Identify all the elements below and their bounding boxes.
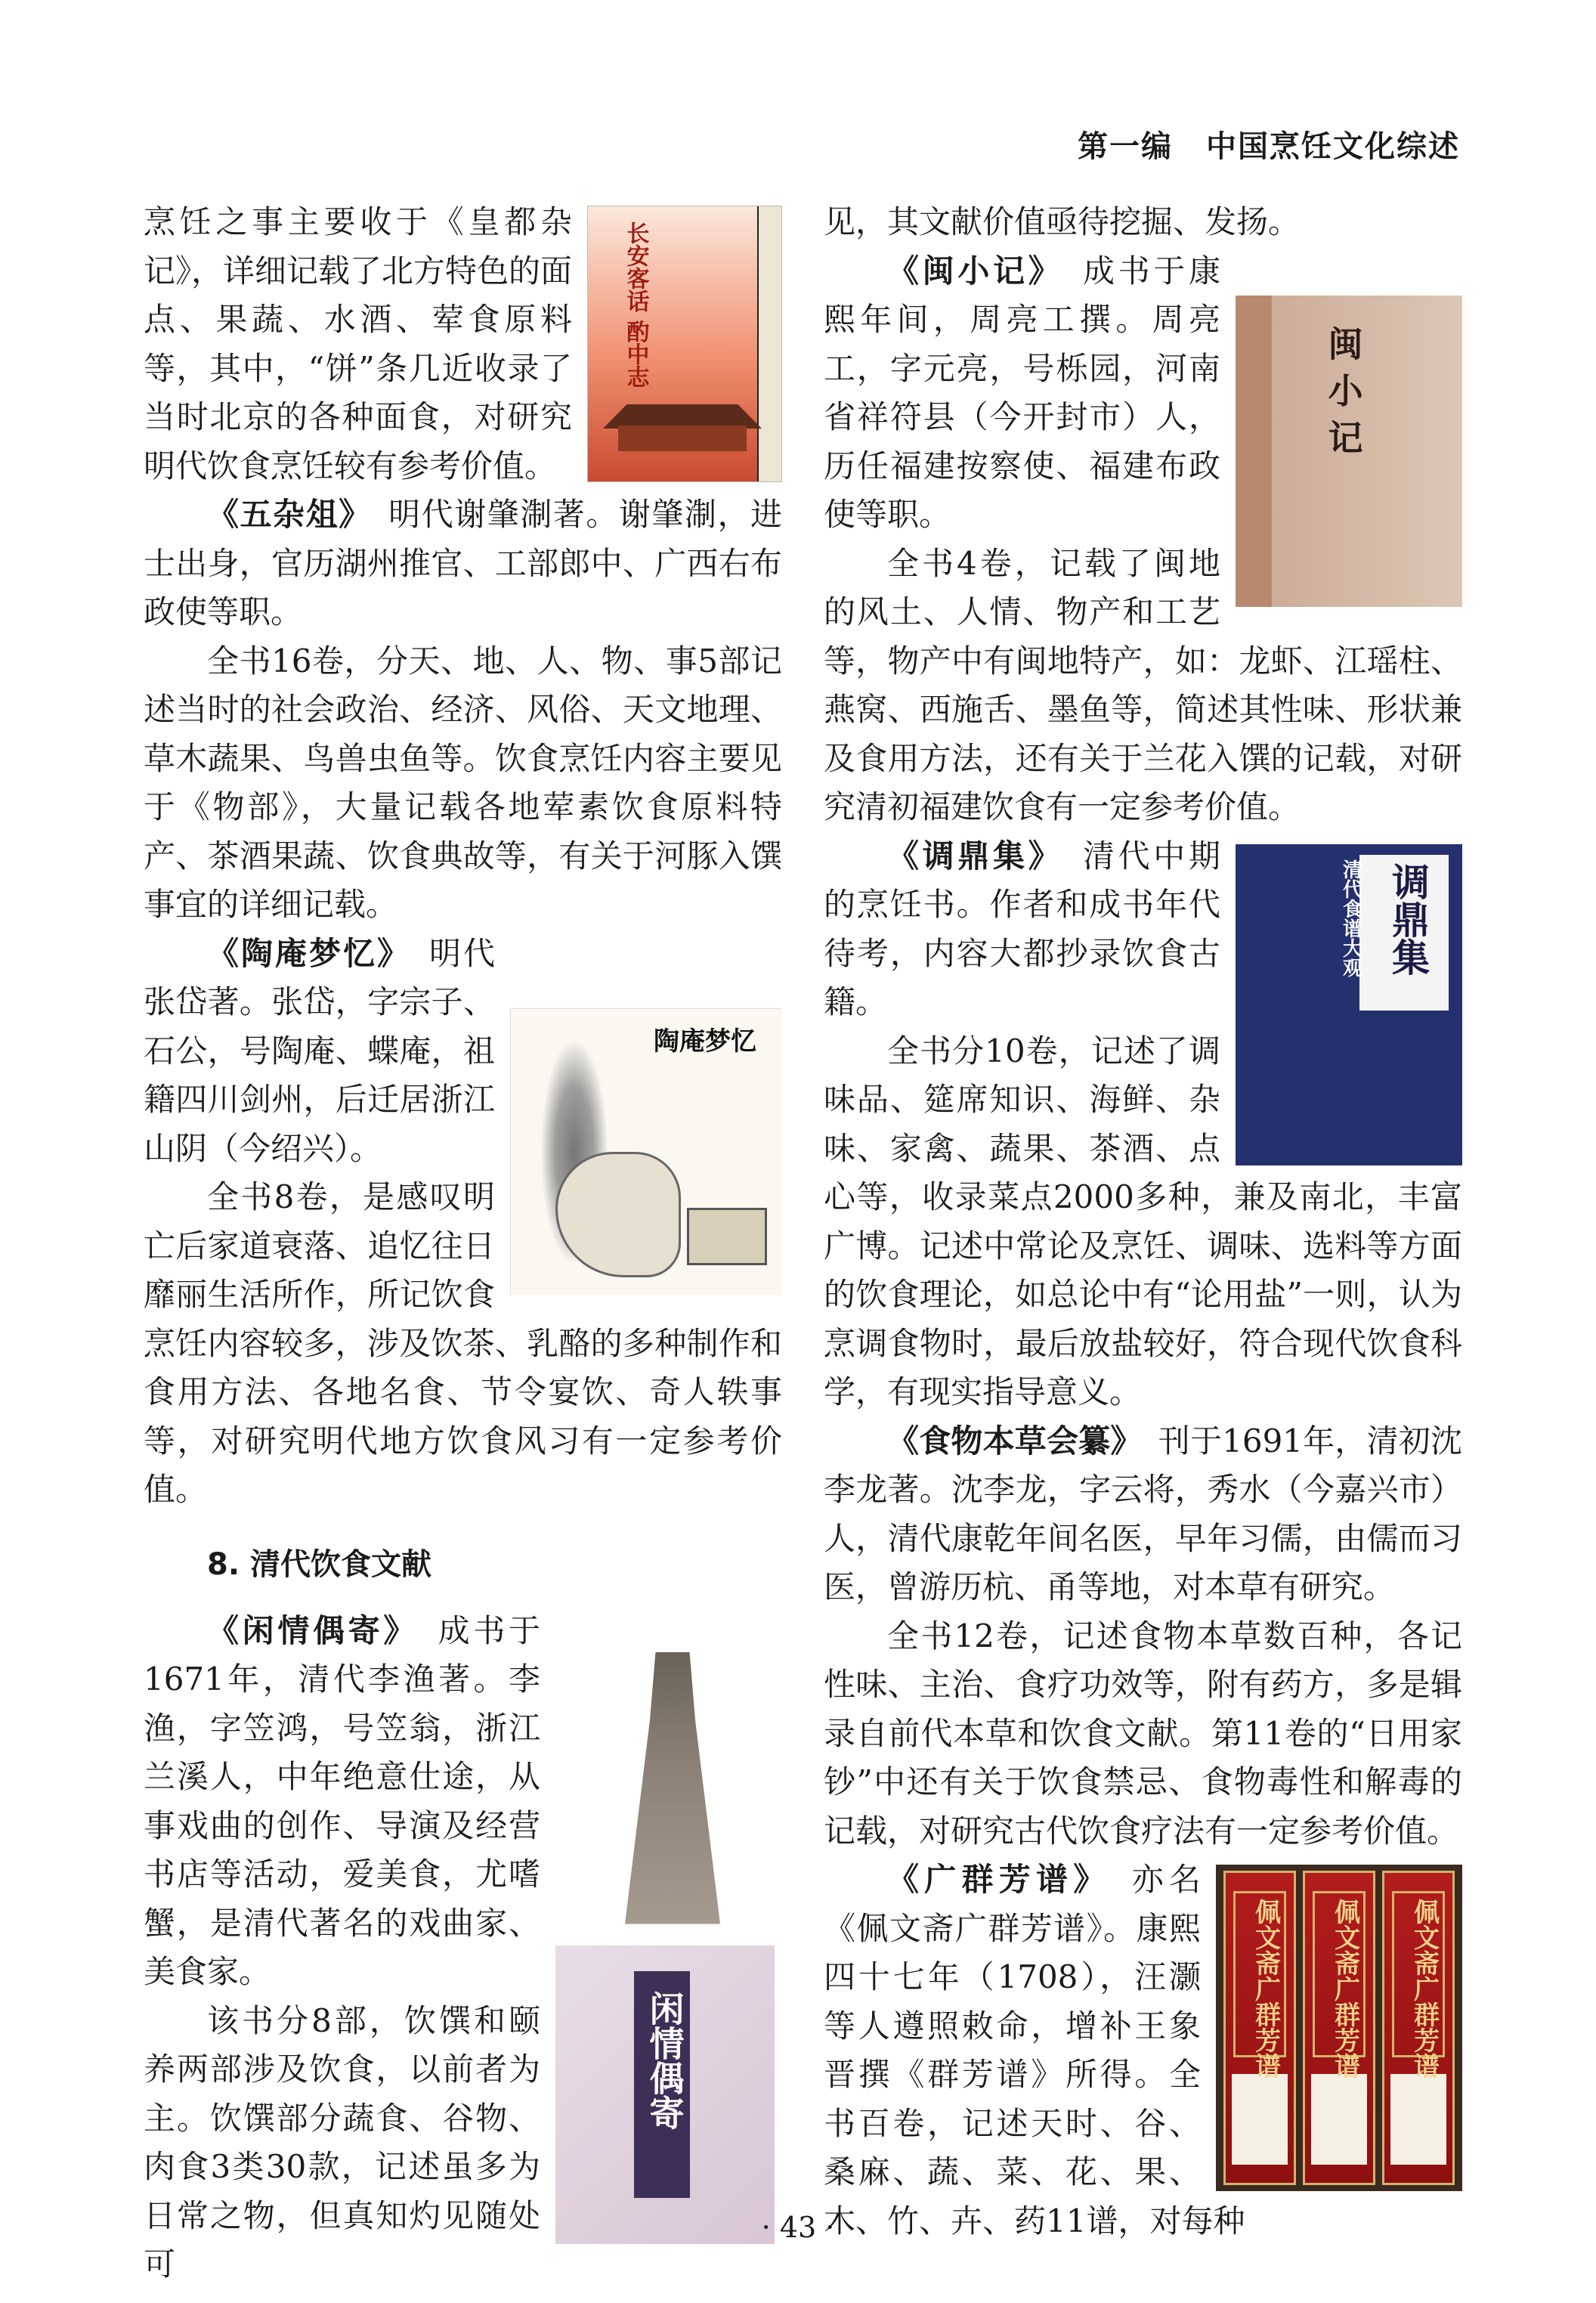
paragraph-huangdu: 烹饪之事主要收于《皇都杂记》，详细记载了北方特色的面点、果蔬、水酒、荤食原料等，其中，“饼”条几近收录了当时北京的各种面食，对研究明代饮食烹饪较有参考价值。 (144, 203, 573, 484)
volume-2 (1303, 1871, 1375, 2185)
entry-shiwu-intro: 《食物本草会纂》 刊于1691年，清初沈李龙著。沈李龙，字云将，秀水（今嘉兴市）人，清代康乾年间名医，早年习儒，由儒而习医，曾游历杭、甬等地，对本草有研究。 (824, 1422, 1462, 1605)
portrait-li-yu (578, 1607, 767, 1932)
entry-taoan-body: 全书8卷，是感叹明亡后家道衰落、追忆往日靡丽生活所作，所记饮食烹饪内容较多，涉及饮茶、乳酪的多种制作和食用方法、各地名食、节令宴饮、奇人轶事等，对研究明代地方饮食风习有一定参考价值。 (144, 1178, 782, 1508)
entry-wuzazu-intro: 《五杂俎》 明代谢肇淛著。谢肇淛，进士出身，官历湖州推官、工部郎中、广西右布政使等职。 (144, 496, 782, 630)
section-heading-qing: 8. 清代饮食文献 (207, 1546, 431, 1582)
cover-minxiao-title: 闽小记 (1322, 325, 1364, 466)
cover-tiaoding-title: 调鼎集 (1386, 862, 1431, 976)
page-number: · 43 · (761, 2211, 835, 2244)
entry-wuzazu-body: 全书16卷，分天、地、人、物、事5部记述当时的社会政治、经济、风俗、天文地理、草木蔬果、鸟兽虫鱼等。饮食烹饪内容主要见于《物部》，大量记载各地荤素饮食原料特产、茶酒果蔬、饮食典故等，有关于河豚入馔事宜的详细记载。 (144, 642, 782, 923)
left-column (144, 198, 782, 2289)
cover-tiao-ding-ji (1236, 844, 1462, 1165)
cover-min-xiao-ji (1236, 296, 1462, 607)
entry-shiwu-body: 全书12卷，记述食物本草数百种，各记性味、主治、食疗功效等，附有药方，多是辑录自前代本草和饮食文献。第11卷的“日用家钞”中还有关于饮食禁忌、食物毒性和解毒的记载，对研究古代饮食疗法有一定参考价值。 (824, 1617, 1462, 1850)
book-title-minxiao: 《闽小记》 (887, 252, 1048, 289)
cover-tiaoding-series: 清代食谱大观 (1339, 859, 1362, 977)
cover-huangdu-zaji (587, 206, 782, 482)
book-title-taoan: 《陶庵梦忆》 (207, 934, 395, 972)
entry-tiaoding-body: 全书分10卷，记述了调味品、筵席知识、海鲜、杂味、家禽、蔬果、茶酒、点心等，收录菜点2000多种，兼及南北，丰富广博。记述中常论及烹饪、调味、选料等方面的饮食理论，如总论中有“论用盐”一则，认为烹调食物时，最后放盐较好，符合现代饮食科学，有现实指导意义。 (824, 1032, 1462, 1410)
book-title-shiwu: 《食物本草会纂》 (887, 1422, 1127, 1459)
entry-minxiao-intro: 《闽小记》 成书于康熙年间，周亮工撰。周亮工，字元亮，号栎园，河南省祥符县（今开封市）人，历任福建按察使、福建布政使等职。 (824, 252, 1220, 533)
book-title-guangqun: 《广群芳谱》 (887, 1861, 1095, 1898)
running-header (1078, 122, 1460, 166)
entry-taoan-intro: 《陶庵梦忆》 明代张岱著。张岱，字宗子、石公，号陶庵、蝶庵，祖籍四川剑州，后迁居浙江山阴（今绍兴）。 (144, 934, 495, 1167)
cover-xianqing-title: 闲情偶寄 (644, 1990, 685, 2130)
cover-guang-qun-fang-pu (1216, 1865, 1462, 2191)
cover-huangdu-title: 长安客话 酌中志 (622, 221, 649, 388)
entry-guangqun-intro: 《广群芳谱》 亦名《佩文斋广群芳谱》。康熙四十七年（1708），汪灏等人遵照敕命，增补王象晋撰《群芳谱》所得。全书百卷，记述天时、谷、桑麻、蔬、菜、花、果、木、竹、卉、药11谱，对每种 (824, 1861, 1245, 2240)
cover-taoan-mengyi (510, 978, 782, 1295)
book-title-wuzazu: 《五杂俎》 (207, 496, 356, 533)
paragraph-continued: 见，其文献价值亟待挖掘、发扬。 (824, 203, 1301, 240)
volume-1 (1223, 1871, 1296, 2185)
header-part: 第一编 (1078, 129, 1173, 164)
volume-2-title: 佩文斋广群芳谱 (1329, 1899, 1360, 2079)
cover-taoan-title: 陶庵梦忆 (654, 1026, 756, 1057)
cover-xianqing-ouji (555, 1945, 775, 2244)
entry-minxiao-body: 全书4卷，记载了闽地的风土、人情、物产和工艺等，物产中有闽地特产，如：龙虾、江瑶柱、燕窝、西施舌、墨鱼等，简述其性味、形状兼及食用方法，还有关于兰花入馔的记载，对研究清初福建饮食有一定参考价值。 (824, 544, 1462, 825)
entry-tiaoding-intro: 《调鼎集》 清代中期的烹饪书。作者和成书年代待考，内容大都抄录饮食古籍。 (824, 837, 1220, 1020)
entry-xianqing-body: 该书分8部，饮馔和颐养两部涉及饮食，以前者为主。饮馔部分蔬食、谷物、肉食3类30款，记述虽多为日常之物，但真知灼见随处可 (144, 2001, 540, 2283)
right-column (824, 198, 1462, 2246)
volume-1-title: 佩文斋广群芳谱 (1250, 1899, 1281, 2079)
header-title: 中国烹饪文化综述 (1206, 129, 1460, 164)
book-title-tiaoding: 《调鼎集》 (887, 837, 1048, 874)
volume-3-title: 佩文斋广群芳谱 (1409, 1899, 1440, 2079)
figure-group-xianqing (555, 1607, 782, 2244)
book-title-xianqing: 《闲情偶寄》 (207, 1611, 403, 1649)
volume-3 (1382, 1871, 1455, 2185)
entry-xianqing-intro: 《闲情偶寄》 成书于1671年，清代李渔著。李渔，字笠鸿，号笠翁，浙江兰溪人，中年绝意仕途，从事戏曲的创作、导演及经营书店等活动，爱美食，尤嗜蟹，是清代著名的戏曲家、美食家。 (144, 1611, 540, 1990)
